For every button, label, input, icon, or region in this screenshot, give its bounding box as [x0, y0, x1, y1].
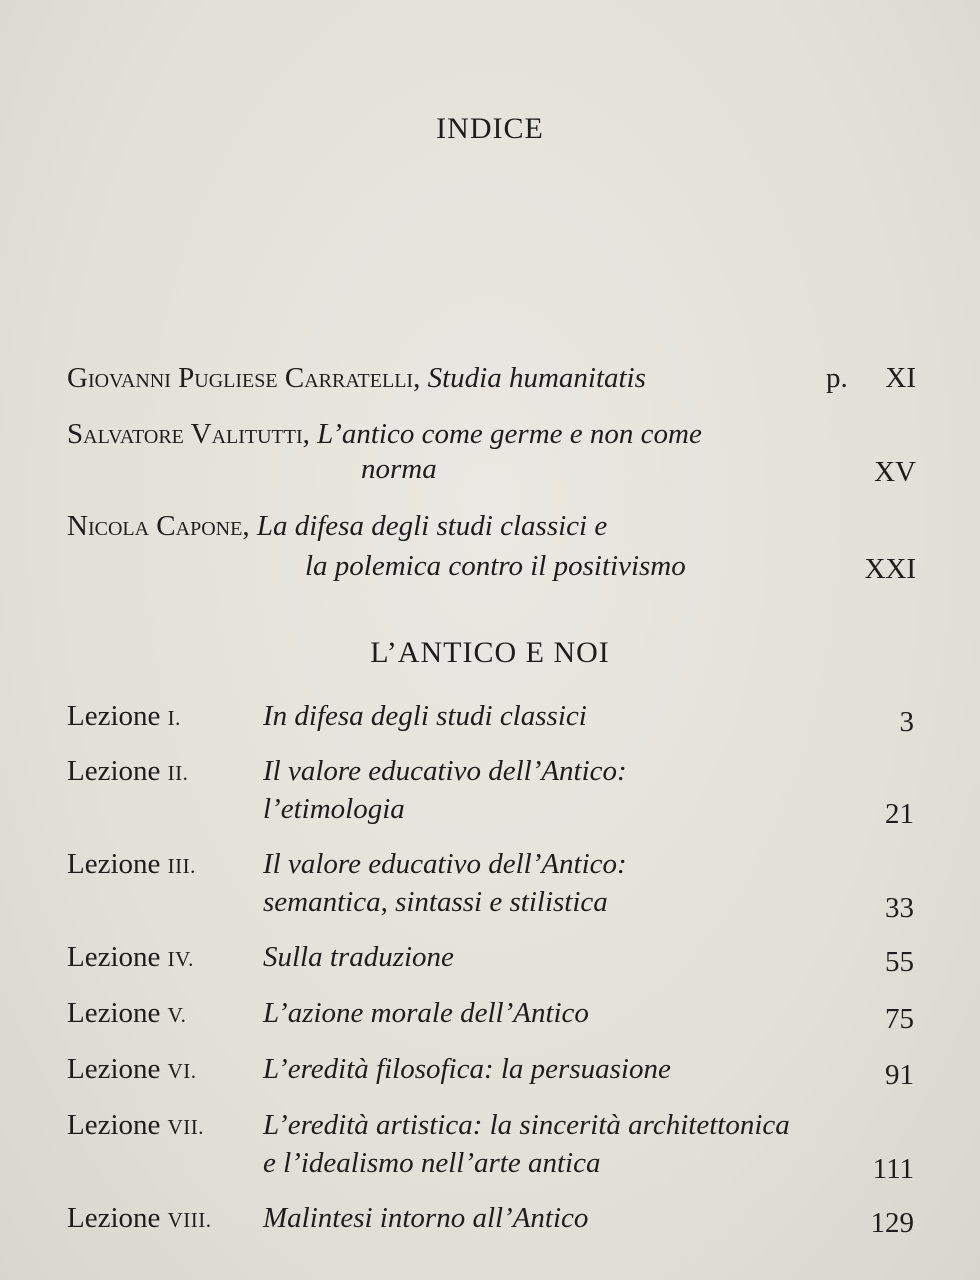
lecture-page: 111	[872, 1153, 914, 1185]
lecture-page: 75	[885, 1003, 914, 1035]
lecture-title-continuation: semantica, sintassi e stilistica	[263, 886, 608, 918]
entry-separator: ,	[413, 362, 421, 394]
lecture-title-continuation: l’etimologia	[263, 793, 405, 825]
lecture-label: Lezione IV.	[67, 941, 194, 973]
lecture-title: L’azione morale dell’Antico	[263, 997, 589, 1029]
lecture-page: 3	[899, 706, 914, 738]
intro-entry	[67, 362, 646, 395]
lecture-label: Lezione VIII.	[67, 1202, 212, 1234]
lecture-title: In difesa degli studi classici	[263, 700, 587, 732]
entry-title: La difesa degli studi classici e	[256, 510, 608, 542]
entry-title: L’antico come germe e non come	[317, 418, 702, 450]
lecture-page: 21	[885, 798, 914, 830]
entry-author: Salvatore Valitutti	[67, 418, 303, 450]
intro-entry	[67, 418, 702, 451]
entry-title: Studia humanitatis	[427, 362, 646, 394]
lecture-label: Lezione VII.	[67, 1109, 205, 1141]
lecture-page: 91	[885, 1059, 914, 1091]
entry-title-continuation: la polemica contro il positivismo	[305, 550, 686, 582]
entry-page: XV	[874, 456, 916, 488]
lecture-title-continuation: e l’idealismo nell’arte antica	[263, 1147, 601, 1179]
entry-page: XXI	[864, 553, 916, 585]
lecture-title: Il valore educativo dell’Antico:	[263, 755, 627, 787]
lecture-label: Lezione I.	[67, 700, 181, 732]
lecture-title: L’eredità filosofica: la persuasione	[263, 1053, 671, 1085]
entry-separator: ,	[242, 510, 250, 542]
index-heading: INDICE	[436, 112, 544, 145]
lecture-label: Lezione II.	[67, 755, 189, 787]
lecture-page: 33	[885, 892, 914, 924]
intro-entry	[67, 510, 607, 543]
lecture-title: Sulla traduzione	[263, 941, 454, 973]
lecture-page: 129	[870, 1207, 914, 1239]
lecture-label: Lezione III.	[67, 848, 196, 880]
entry-author: Nicola Capone	[67, 510, 243, 542]
entry-page: XI	[885, 362, 916, 394]
lecture-title: L’eredità artistica: la sincerità architettonica	[263, 1109, 790, 1141]
lecture-label: Lezione V.	[67, 997, 187, 1029]
entry-title-continuation: norma	[361, 453, 437, 485]
entry-separator: ,	[302, 418, 310, 450]
lecture-page: 55	[885, 946, 914, 978]
page-prefix: p.	[826, 362, 848, 394]
lecture-title: Malintesi intorno all’Antico	[263, 1202, 589, 1234]
section-title: L’ANTICO E NOI	[370, 636, 610, 669]
lecture-title: Il valore educativo dell’Antico:	[263, 848, 627, 880]
entry-author: Giovanni Pugliese Carratelli	[67, 362, 414, 394]
lecture-label: Lezione VI.	[67, 1053, 197, 1085]
